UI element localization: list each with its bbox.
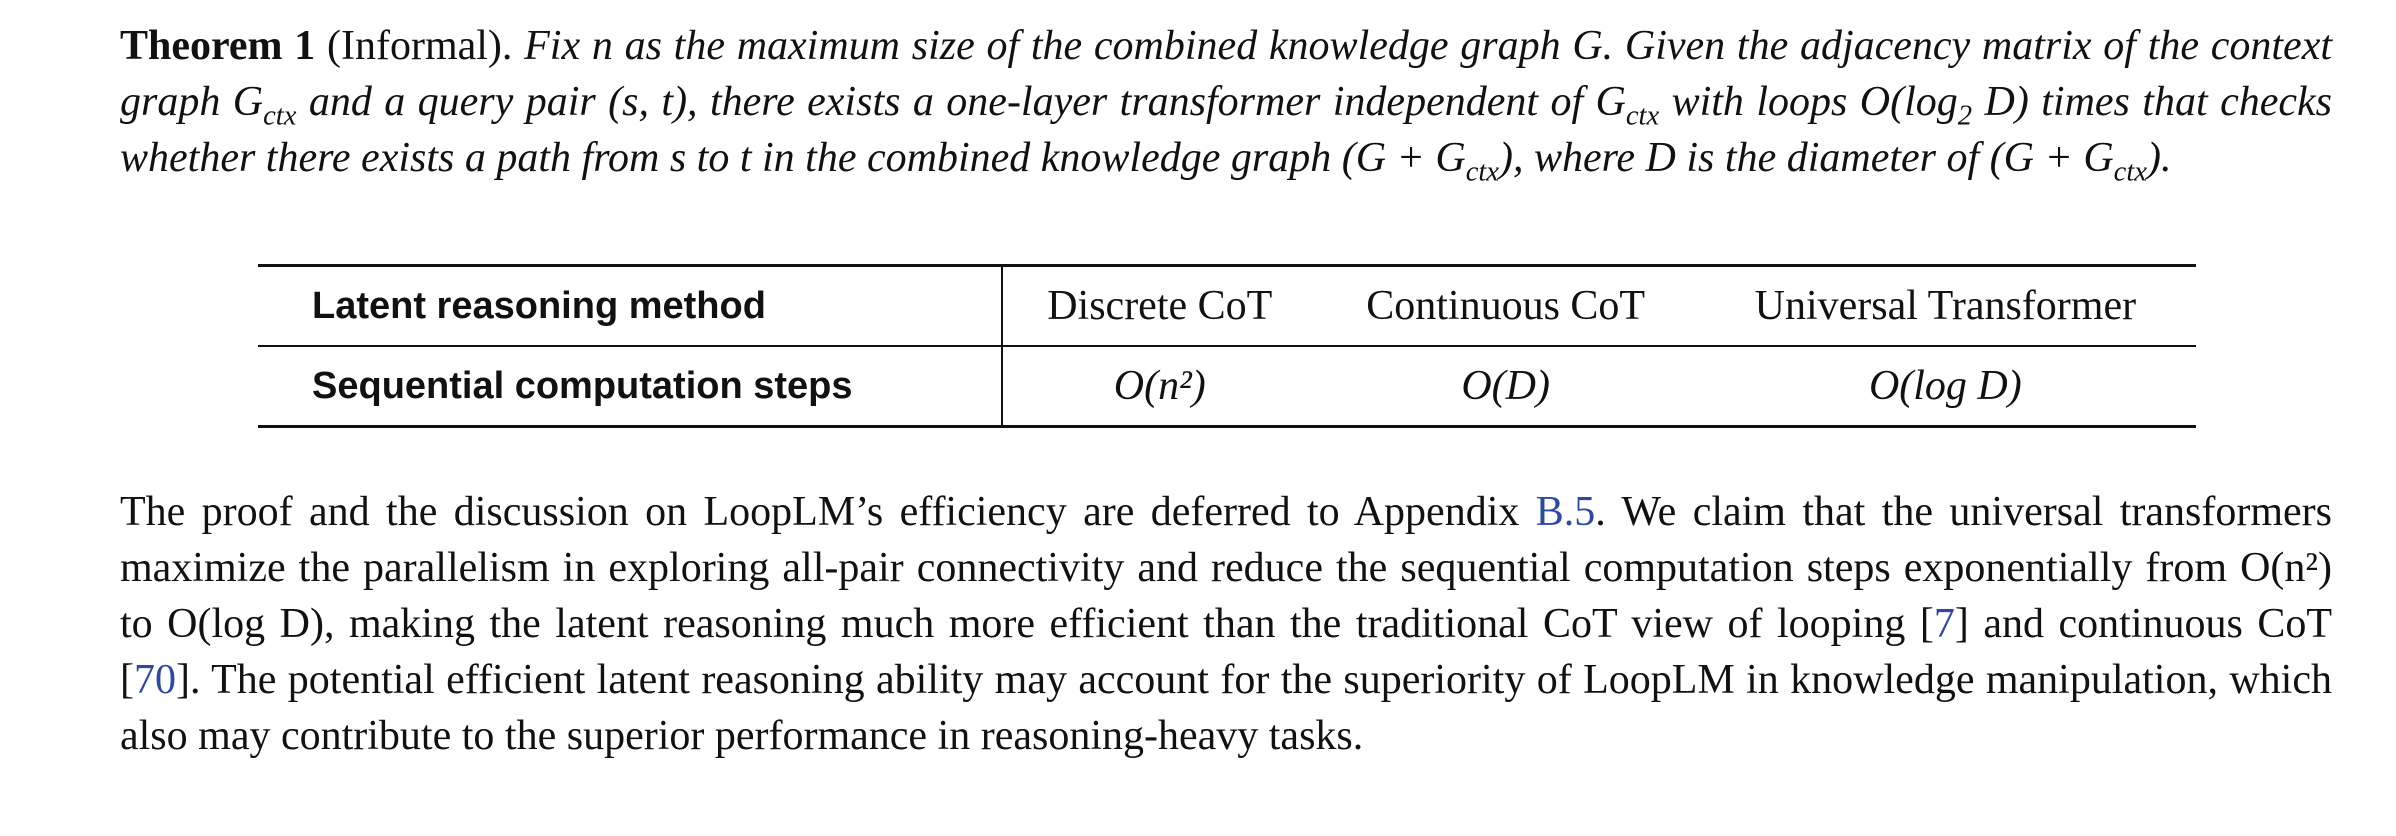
paragraph-text-part: . We claim that the universal transformers maximize the parallelism in exploring all-pair connectivity and reduce the sequential computation steps exponentially from O(n²) to O(log D), making the latent reasoning much more efficient than the traditional CoT view of looping [ [120, 489, 2333, 647]
appendix-link[interactable]: B.5 [1535, 489, 1596, 535]
table-cell: O(n²) [1113, 363, 1206, 409]
theorem-text-part: and a query pair (s, t), there exists a one-layer transformer independent of G [296, 79, 1626, 125]
column-header: Continuous CoT [1366, 283, 1646, 329]
theorem-label: Theorem 1 [120, 23, 316, 69]
theorem-text-part: Fix n as the maximum size of the combined knowledge graph G. Given the adjacency matrix of the context graph G [120, 23, 2333, 125]
comparison-table [258, 264, 2196, 428]
table-cell: O(D) [1461, 363, 1550, 409]
body-paragraph [120, 484, 2332, 764]
theorem-text-part: ). [2146, 135, 2172, 181]
theorem-block [120, 18, 2332, 186]
paragraph-text-part: ] and continuous CoT [ [120, 601, 2333, 703]
data-row-label: Sequential computation steps [258, 346, 1002, 427]
paragraph-text-part: The proof and the discussion on LoopLM’s efficiency are deferred to Appendix [120, 489, 1536, 535]
theorem-note: (Informal). [327, 23, 513, 69]
theorem-text-part: ), where D is the diameter of (G + G [1498, 135, 2114, 181]
comparison-table-wrapper [258, 264, 2196, 428]
body-paragraph-block [120, 484, 2332, 764]
table-cell: O(log D) [1868, 363, 2022, 409]
theorem-text-part: D) times that checks whether there exists a path from s to t in the combined knowledge graph (G + G [120, 79, 2332, 181]
column-header: Universal Transformer [1754, 283, 2137, 329]
subscript-ctx: ctx [263, 100, 297, 132]
theorem-text-part: with loops O(log [1659, 79, 1958, 125]
table-header-row [258, 266, 2196, 347]
header-row-label: Latent reasoning method [258, 266, 1002, 347]
citation-link-70[interactable]: 70 [134, 657, 176, 703]
subscript-2: 2 [1957, 100, 1973, 132]
citation-link-7[interactable]: 7 [1933, 601, 1955, 647]
subscript-ctx: ctx [2113, 156, 2147, 188]
subscript-ctx: ctx [1465, 156, 1499, 188]
column-header: Discrete CoT [1047, 283, 1273, 329]
theorem-paragraph [120, 18, 2332, 186]
table-row [258, 346, 2196, 427]
subscript-ctx: ctx [1625, 100, 1660, 132]
paragraph-text-part: ]. The potential efficient latent reasoning ability may account for the superiority of LoopLM in knowledge manipulation, which also may contribute to the superior performance in reasoning-heavy tasks. [120, 657, 2332, 759]
